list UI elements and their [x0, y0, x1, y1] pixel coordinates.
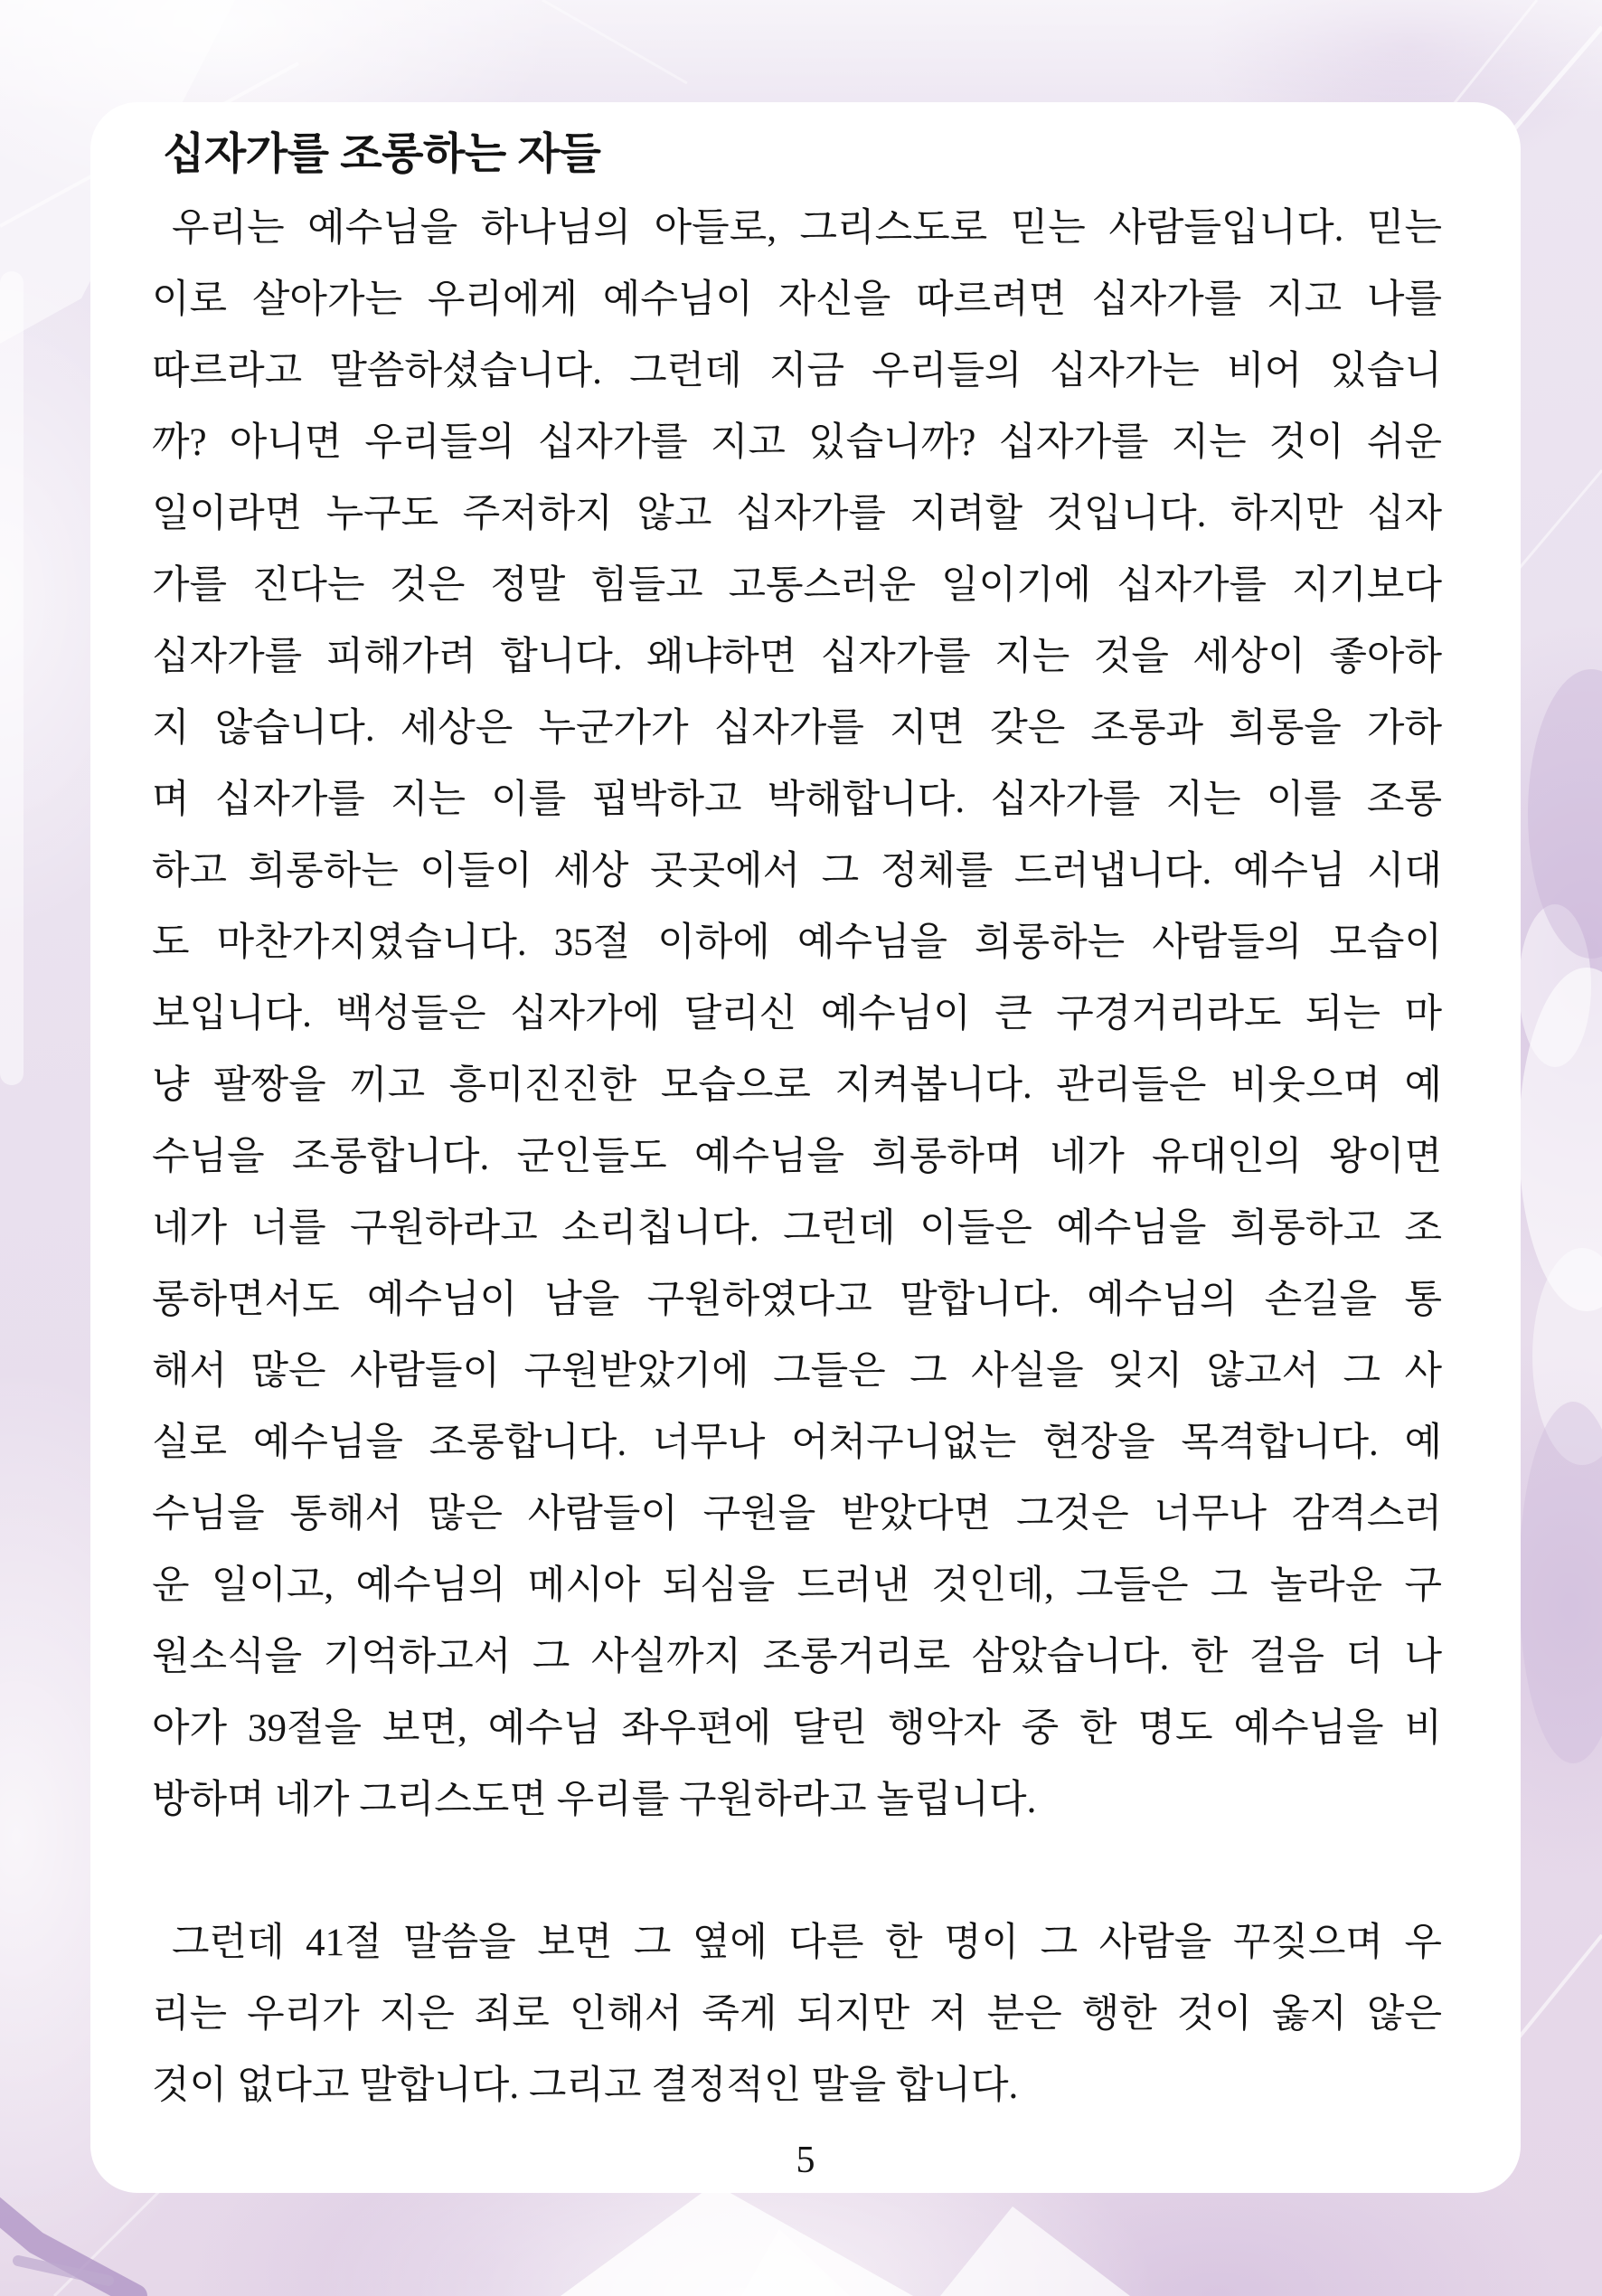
page-title: 십자가를 조롱하는 자들 — [163, 130, 601, 178]
text-line: 까? 아니면 우리들의 십자가를 지고 있습니까? 십자가를 지는 것이 쉬운 — [152, 421, 1442, 464]
text-line: 해서 많은 사람들이 구원받았기에 그들은 그 사실을 잊지 않고서 그 사 — [152, 1350, 1442, 1393]
text-line: 아가 39절을 보면, 예수님 좌우편에 달린 행악자 중 한 명도 예수님을 비 — [152, 1707, 1442, 1750]
text-line: 며 십자가를 지는 이를 핍박하고 박해합니다. 십자가를 지는 이를 조롱 — [152, 779, 1442, 821]
text-line: 따르라고 말씀하셨습니다. 그런데 지금 우리들의 십자가는 비어 있습니 — [152, 350, 1442, 392]
text-line: 네가 너를 구원하라고 소리칩니다. 그런데 이들은 예수님을 희롱하고 조 — [152, 1207, 1442, 1250]
document-content — [152, 117, 1442, 2121]
text-line: 수님을 통해서 많은 사람들이 구원을 받았다면 그것은 너무나 감격스러 — [152, 1493, 1442, 1535]
text-line: 것이 없다고 말합니다. 그리고 결정적인 말을 합니다. — [152, 2065, 1019, 2107]
text-line: 보입니다. 백성들은 십자가에 달리신 예수님이 큰 구경거리라도 되는 마 — [152, 993, 1442, 1035]
text-line: 원소식을 기억하고서 그 사실까지 조롱거리로 삼았습니다. 한 걸음 더 나 — [152, 1636, 1442, 1678]
paragraph-2 — [152, 1907, 1442, 2121]
text-line: 운 일이고, 예수님의 메시아 되심을 드러낸 것인데, 그들은 그 놀라운 구 — [152, 1564, 1442, 1607]
text-line: 방하며 네가 그리스도면 우리를 구원하라고 놀립니다. — [152, 1779, 1037, 1821]
text-line: 실로 예수님을 조롱합니다. 너무나 어처구니없는 현장을 목격합니다. 예 — [152, 1422, 1442, 1464]
document-page-card — [90, 102, 1521, 2193]
text-line: 가를 진다는 것은 정말 힘들고 고통스러운 일이기에 십자가를 지기보다 — [152, 564, 1442, 607]
text-line: 하고 희롱하는 이들이 세상 곳곳에서 그 정체를 드러냅니다. 예수님 시대 — [152, 850, 1442, 893]
text-line: 수님을 조롱합니다. 군인들도 예수님을 희롱하며 네가 유대인의 왕이면 — [152, 1136, 1442, 1178]
text-line: 지 않습니다. 세상은 누군가가 십자가를 지면 갖은 조롱과 희롱을 가하 — [152, 707, 1442, 750]
text-line: 이로 살아가는 우리에게 예수님이 자신을 따르려면 십자가를 지고 나를 — [152, 279, 1442, 321]
text-line: 일이라면 누구도 주저하지 않고 십자가를 지려할 것입니다. 하지만 십자 — [152, 493, 1442, 535]
paragraph-1 — [152, 193, 1442, 1836]
text-line: 그런데 41절 말씀을 보면 그 옆에 다른 한 명이 그 사람을 꾸짖으며 우 — [172, 1922, 1442, 1964]
text-line: 우리는 예수님을 하나님의 아들로, 그리스도로 믿는 사람들입니다. 믿는 — [172, 207, 1442, 250]
text-line: 십자가를 피해가려 합니다. 왜냐하면 십자가를 지는 것을 세상이 좋아하 — [152, 636, 1442, 678]
text-line: 롱하면서도 예수님이 남을 구원하였다고 말합니다. 예수님의 손길을 통 — [152, 1279, 1442, 1321]
text-line: 리는 우리가 지은 죄로 인해서 죽게 되지만 저 분은 행한 것이 옳지 않은 — [152, 1993, 1442, 2036]
text-line: 도 마찬가지였습니다. 35절 이하에 예수님을 희롱하는 사람들의 모습이 — [152, 921, 1442, 964]
page-number: 5 — [796, 2140, 815, 2181]
text-line: 냥 팔짱을 끼고 흥미진진한 모습으로 지켜봅니다. 관리들은 비웃으며 예 — [152, 1064, 1442, 1107]
